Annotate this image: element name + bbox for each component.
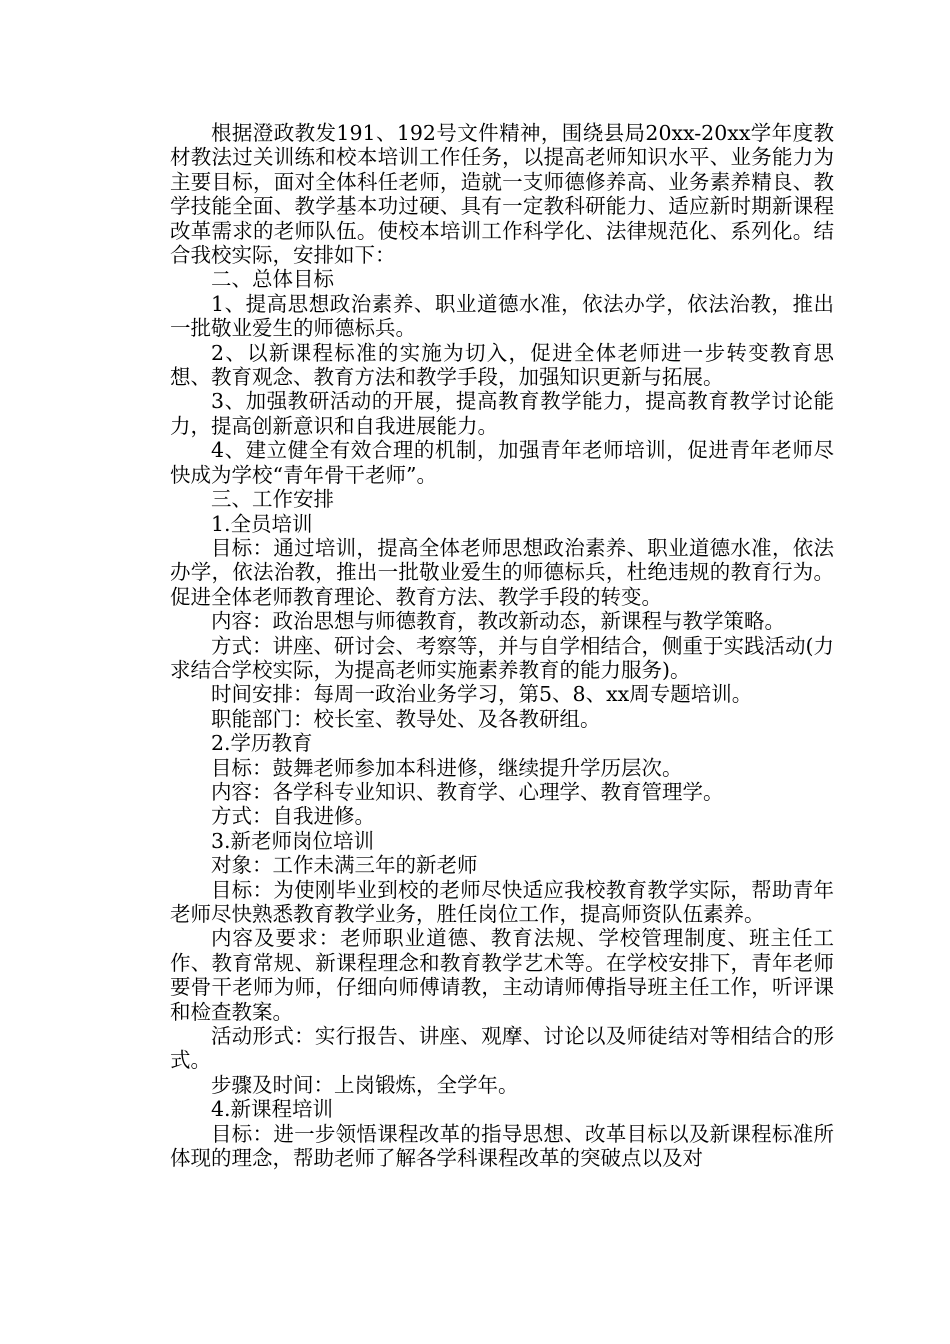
subsection-heading-all-staff-training: 1.全员培训 [211, 511, 313, 536]
all-staff-departments: 职能部门：校长室、教导处、及各教研组。 [211, 706, 601, 731]
subsection-heading-degree-education: 2.学历教育 [211, 731, 313, 756]
all-staff-schedule: 时间安排：每周一政治业务学习，第5、8、xx周专题培训。 [211, 682, 753, 707]
goal-item-2: 2、以新课程标准的实施为切入，促进全体老师进一步转变教育思想、教育观念、教育方法和教学手段，加强知识更新与拓展。 [170, 340, 834, 390]
goal-item-3: 3、加强教研活动的开展，提高教育教学能力，提高教育教学讨论能力，提高创新意识和自我进展能力。 [170, 389, 834, 438]
document-body [170, 121, 834, 1170]
all-staff-method: 方式：讲座、研讨会、考察等，并与自学相结合，侧重于实践活动(力求结合学校实际，为提高老师实施素养教育的能力服务)。 [170, 633, 834, 682]
section-heading-overall-goals: 二、总体目标 [211, 267, 334, 292]
subsection-heading-new-curriculum-training: 4.新课程培训 [211, 1097, 334, 1122]
degree-objective: 目标：鼓舞老师参加本科进修，继续提升学历层次。 [211, 755, 683, 780]
new-teacher-steps: 步骤及时间：上岗锻炼，全学年。 [211, 1072, 519, 1097]
all-staff-objective: 目标：通过培训，提高全体老师思想政治素养、职业道德水准，依法办学，依法治教，推出一批敬业爱生的师德标兵，杜绝违规的教育行为。促进全体老师教育理论、教育方法、教学手段的转变。 [170, 535, 834, 609]
new-teacher-objective: 目标：为使刚毕业到校的老师尽快适应我校教育教学实际，帮助青年老师尽快熟悉教育教学业务，胜任岗位工作，提高师资队伍素养。 [170, 877, 834, 926]
goal-item-4: 4、建立健全有效合理的机制，加强青年老师培训，促进青年老师尽快成为学校“青年骨干老师”。 [170, 438, 834, 487]
degree-content: 内容：各学科专业知识、教育学、心理学、教育管理学。 [211, 779, 724, 804]
subsection-heading-new-teacher-training: 3.新老师岗位培训 [211, 828, 375, 853]
intro-paragraph: 根据澄政教发191、192号文件精神，围绕县局20xx-20xx学年度教材教法过关训练和校本培训工作任务，以提高老师知识水平、业务能力为主要目标，面对全体科任老师，造就一支师德修养高、业务素养精良、教学技能全面、教学基本功过硬、具有一定教科研能力、适应新时期新课程改革需求的老师队伍。使校本培训工作科学化、法律规范化、系列化。结合我校实际，安排如下： [170, 121, 834, 268]
new-teacher-requirements: 内容及要求：老师职业道德、教育法规、学校管理制度、班主任工作、教育常规、新课程理念和教育教学艺术等。在学校安排下，青年老师要骨干老师为师，仔细向师傅请教，主动请师傅指导班主任工作，听评课和检查教案。 [170, 926, 834, 1024]
degree-method: 方式：自我进修。 [211, 804, 375, 829]
section-heading-work-arrangement: 三、工作安排 [211, 487, 334, 512]
new-teacher-activity-format: 活动形式：实行报告、讲座、观摩、讨论以及师徒结对等相结合的形式。 [170, 1024, 834, 1073]
new-teacher-target: 对象：工作未满三年的新老师 [211, 853, 478, 878]
new-curriculum-objective: 目标：进一步领悟课程改革的指导思想、改革目标以及新课程标准所体现的理念，帮助老师了解各学科课程改革的突破点以及对 [170, 1121, 834, 1171]
goal-item-1: 1、提高思想政治素养、职业道德水准，依法办学，依法治教，推出一批敬业爱生的师德标兵。 [170, 291, 834, 341]
all-staff-content: 内容：政治思想与师德教育，教改新动态，新课程与教学策略。 [211, 609, 785, 634]
